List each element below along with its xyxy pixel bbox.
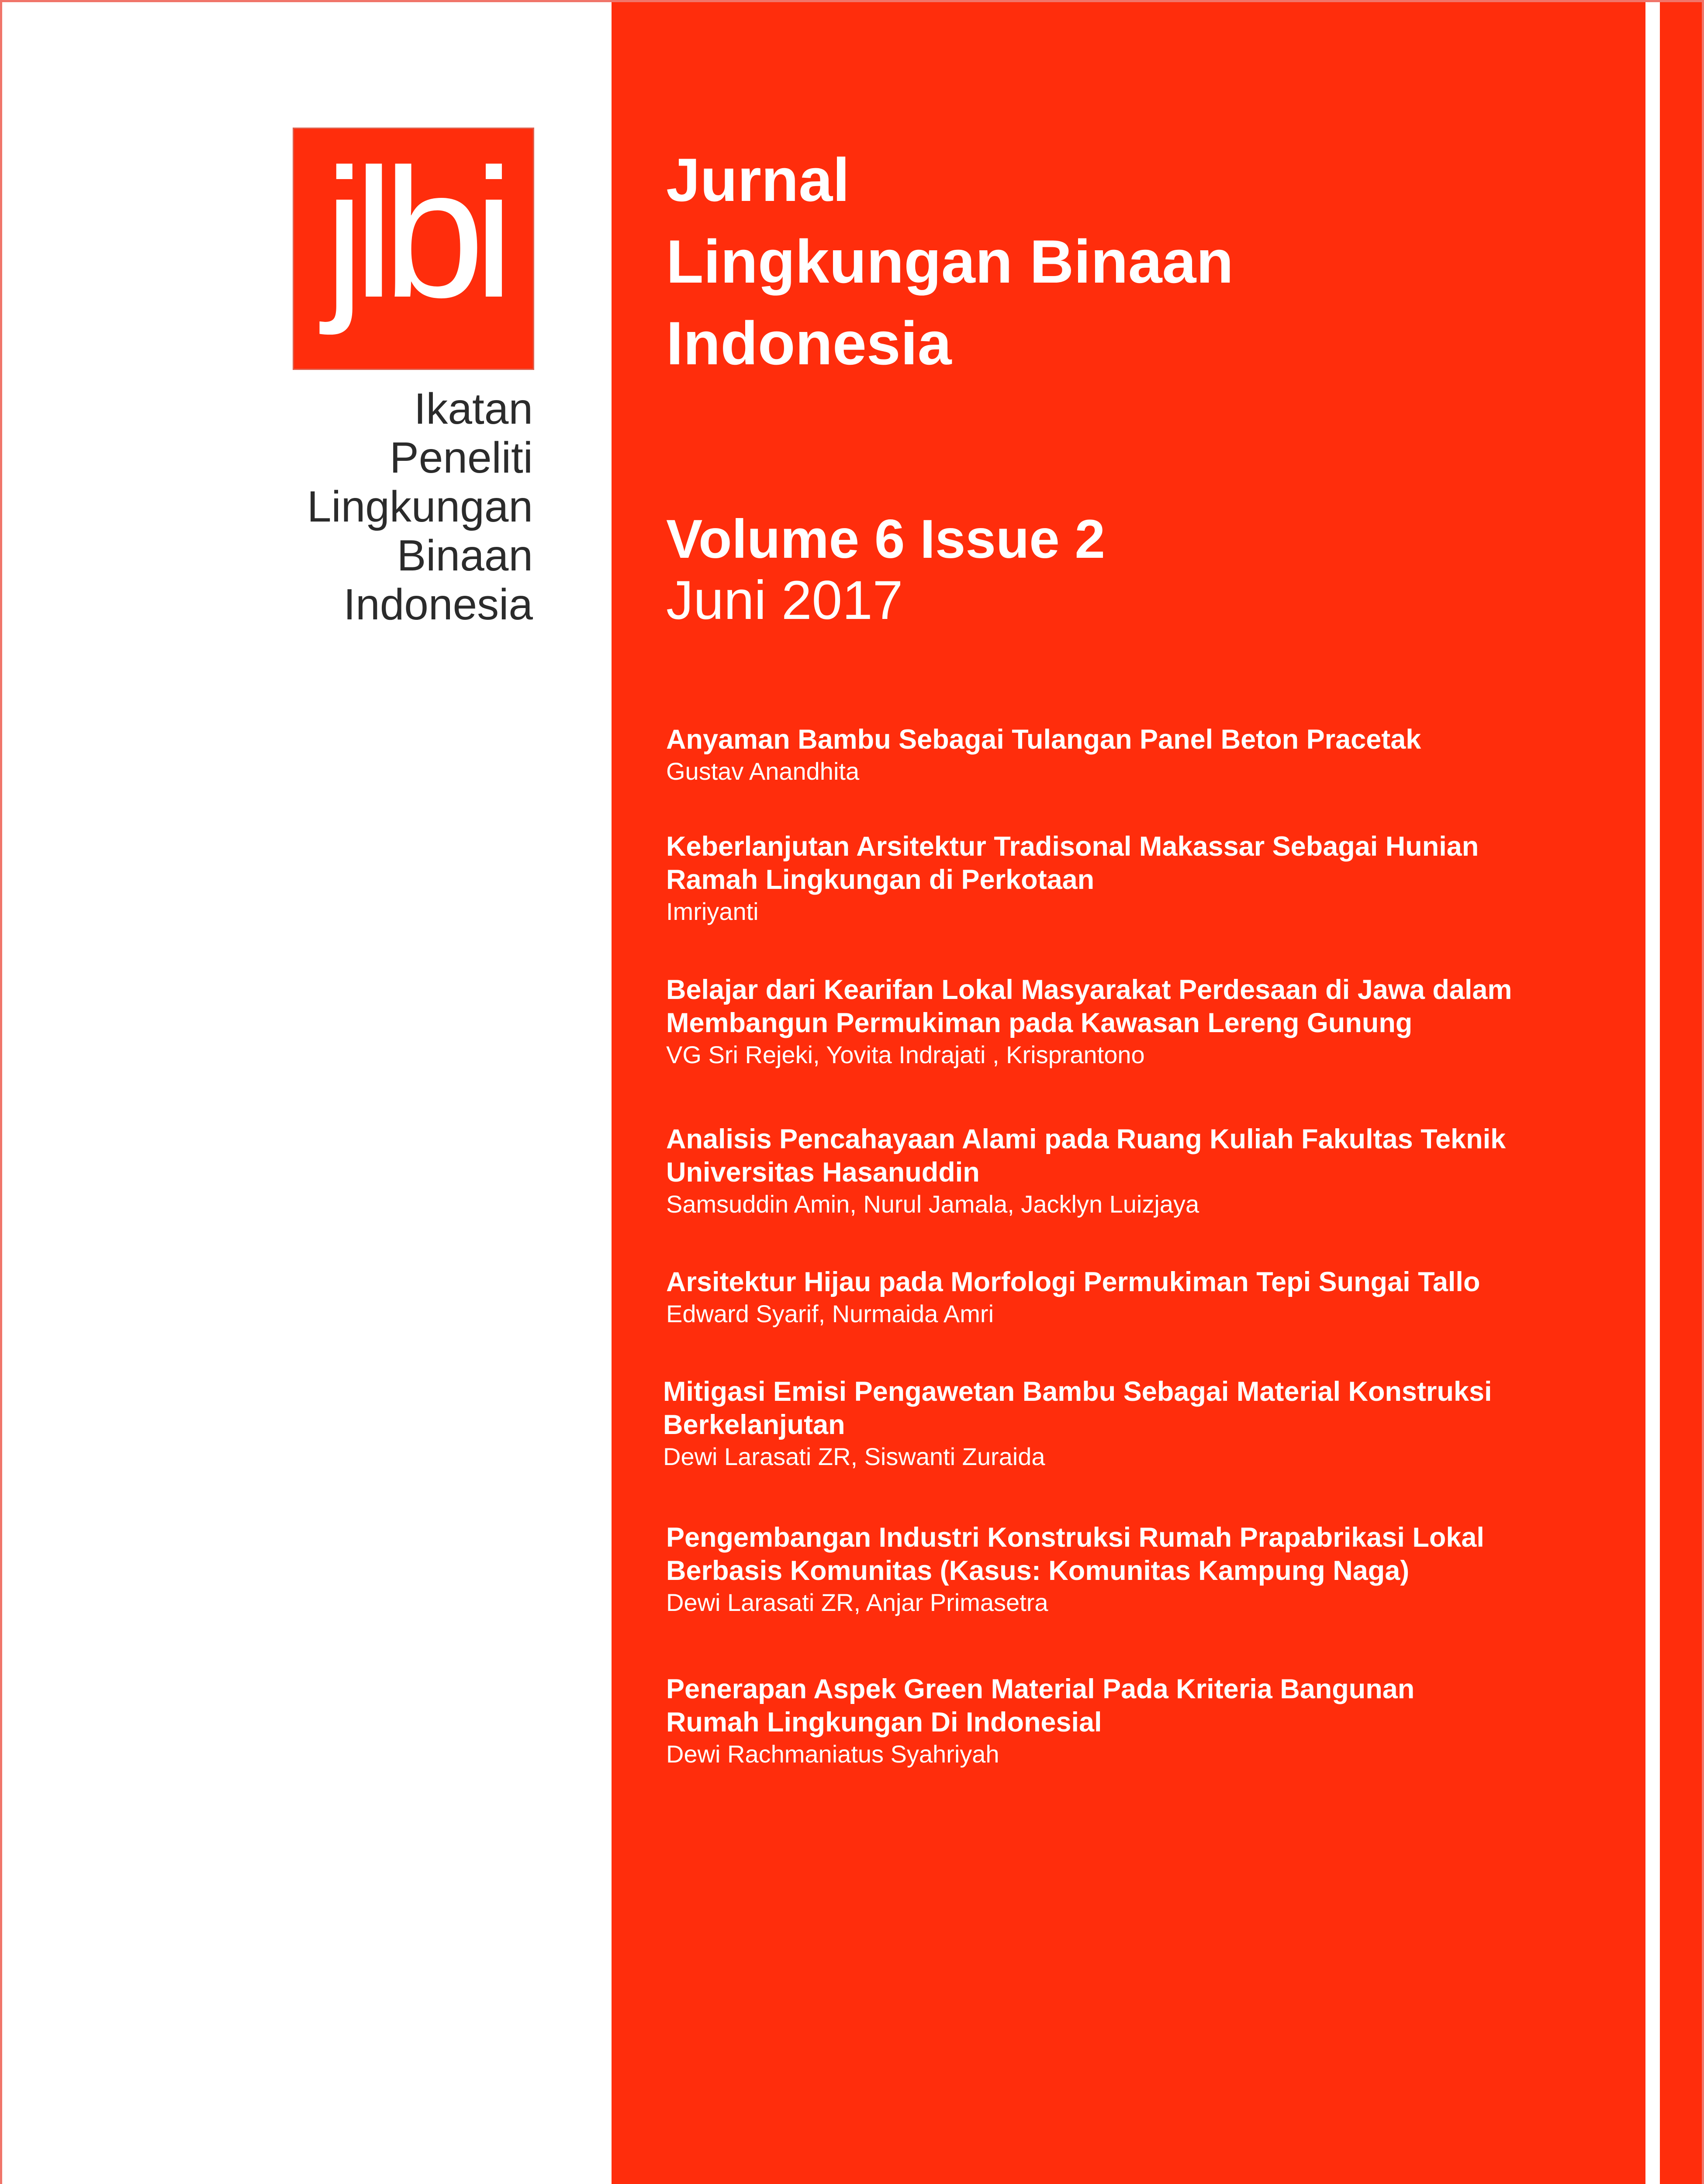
- article-title: Arsitektur Hijau pada Morfologi Permukiman Tepi Sungai Tallo: [666, 1267, 1480, 1297]
- org-line: Indonesia: [343, 580, 533, 629]
- org-line: Binaan: [397, 531, 533, 580]
- logo-text: jlbi: [324, 131, 503, 336]
- article-entry: [663, 1375, 1492, 1472]
- article-entry: [666, 973, 1512, 1070]
- journal-title: [666, 139, 1234, 384]
- article-title: Keberlanjutan Arsitektur Tradisonal Makassar Sebagai Hunian: [666, 831, 1479, 862]
- org-line: Peneliti: [390, 433, 533, 482]
- spine-strip: [1660, 0, 1704, 2184]
- article-authors: Edward Syarif, Nurmaida Amri: [666, 1300, 994, 1327]
- article-title: Universitas Hasanuddin: [666, 1157, 980, 1188]
- article-entry: [666, 1265, 1480, 1329]
- article-authors: VG Sri Rejeki, Yovita Indrajati , Krisprantono: [666, 1041, 1145, 1068]
- journal-title-line: Indonesia: [666, 309, 952, 377]
- spine-gap: [1645, 0, 1660, 2184]
- article-title: Penerapan Aspek Green Material Pada Kriteria Bangunan: [666, 1674, 1415, 1704]
- issue-date: Juni 2017: [666, 570, 903, 631]
- journal-logo: [293, 128, 534, 370]
- article-title: Pengembangan Industri Konstruksi Rumah Prapabrikasi Lokal: [666, 1522, 1484, 1553]
- article-title: Anyaman Bambu Sebagai Tulangan Panel Beton Pracetak: [666, 724, 1421, 755]
- article-title: Analisis Pencahayaan Alami pada Ruang Kuliah Fakultas Teknik: [666, 1124, 1506, 1154]
- article-authors: Dewi Larasati ZR, Siswanti Zuraida: [663, 1443, 1045, 1470]
- article-title: Membangun Permukiman pada Kawasan Lereng Gunung: [666, 1008, 1413, 1038]
- article-entry: [666, 830, 1479, 927]
- article-entry: [666, 1123, 1506, 1220]
- article-entry: [666, 1673, 1414, 1769]
- article-title: Berbasis Komunitas (Kasus: Komunitas Kampung Naga): [666, 1555, 1410, 1586]
- journal-title-line: Lingkungan Binaan: [666, 227, 1234, 296]
- article-authors: Gustav Anandhita: [666, 757, 860, 785]
- article-authors: Dewi Rachmaniatus Syahriyah: [666, 1740, 999, 1768]
- article-authors: Samsuddin Amin, Nurul Jamala, Jacklyn Luizjaya: [666, 1190, 1199, 1218]
- article-authors: Dewi Larasati ZR, Anjar Primasetra: [666, 1589, 1048, 1616]
- journal-title-line: Jurnal: [666, 145, 850, 214]
- article-title: Berkelanjutan: [663, 1410, 845, 1440]
- article-authors: Imriyanti: [666, 898, 759, 925]
- article-title: Rumah Lingkungan Di Indonesial: [666, 1707, 1102, 1738]
- org-line: Ikatan: [414, 384, 533, 433]
- volume-issue: Volume 6 Issue 2: [666, 509, 1106, 570]
- article-title: Mitigasi Emisi Pengawetan Bambu Sebagai Material Konstruksi: [663, 1376, 1492, 1407]
- article-title: Ramah Lingkungan di Perkotaan: [666, 864, 1095, 895]
- article-title: Belajar dari Kearifan Lokal Masyarakat Perdesaan di Jawa dalam: [666, 975, 1512, 1005]
- article-entry: [666, 1521, 1484, 1618]
- article-entry: [666, 723, 1421, 787]
- org-line: Lingkungan: [307, 482, 533, 531]
- organization-name: [218, 384, 533, 629]
